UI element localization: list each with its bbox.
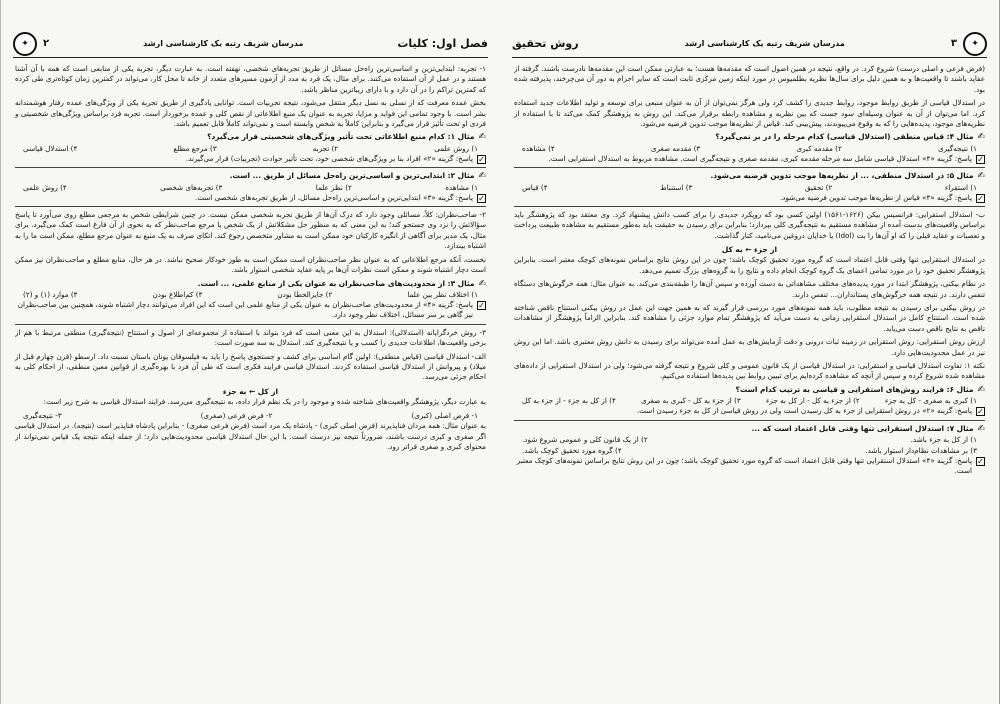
answer-block <box>15 300 486 321</box>
answer-option: ۳) کم‌اطلاع بودن <box>152 289 203 299</box>
answer-option: ۴) استدلال قیاسی <box>23 143 78 153</box>
divider <box>514 206 985 207</box>
answer-options <box>514 143 985 154</box>
answer-text: پاسخ: گزینه «۲» در روش استقرایی از جزء به کل رسیدن است ولی در روش قیاسی از کل به جزء رسیدن است. <box>636 406 972 416</box>
answer-options <box>15 143 486 154</box>
answer-option: ۲) از جزء به کل - از کل به جزء <box>766 396 860 406</box>
answer-options <box>514 434 985 445</box>
answer-options <box>514 395 985 406</box>
answer-option: ۱) کبری به صغری - کل به جزء <box>885 396 977 406</box>
answer-option: ۳) مقدمه صغری <box>650 143 701 153</box>
answer-option: ۴) موارد (۱) و (۲) <box>23 289 78 299</box>
checkbox-icon: ✓ <box>478 193 485 203</box>
checkbox-icon: ✓ <box>977 456 984 466</box>
answer-text: پاسخ: گزینه «۴» از محدودیت‌های صاحب‌نظران به عنوان یکی از منابع علمی این است که این افراد می‌توانند دچار اشتباه شوند، همچنین بین صاحب‌نظران نیز گاهی بر سر مسائل، اختلاف نظر وجود دارد. <box>17 299 473 320</box>
answer-option: ۲) تحقیق <box>804 182 833 192</box>
paragraph: به عبارت دیگر، پژوهشگر واقعیت‌های شناخته شده و موجود را در یک نظم قرار داده، به نتیجه‌گیری می‌رسد. فرایند استدلال قیاسی به شرح زیر است: <box>43 396 486 406</box>
example-question <box>514 132 985 142</box>
answer-options <box>514 182 985 193</box>
answer-option: ۳) مرجع مطلع <box>173 143 217 153</box>
example-text: مثال ۷: استدلال استقرایی تنها وقتی قابل اعتماد است که ... <box>751 423 974 433</box>
pencil-icon: ✍ <box>478 132 486 143</box>
paragraph: الف- استدلال قیاسی (قیاس منطقی): اولین گام اساسی برای کشف و جستجوی پاسخ را باید به فیلسوفان یونان باستان نسبت داد. ارسطو (قرن چهارم قبل از میلاد) و پیروانش از استدلال قیاسی استفاده کردند. استدلال قیاسی فرایند فکری است که طی آن فرد با بهره‌گیری از قوانین معین منطقی، از احکام کلی به احکام جزئی می‌رسد. <box>15 351 486 382</box>
page-number: ۲ <box>43 38 50 49</box>
page-number: ۳ <box>950 38 957 49</box>
answer-option: ۱) مشاهده <box>445 182 478 192</box>
page-content <box>514 64 985 698</box>
divider <box>514 167 985 168</box>
answer-text: پاسخ: گزینه «۳» ابتدایی‌ترین و اساسی‌ترین راه‌حل مسائل، از طریق تجربه‌های شخصی است. <box>194 192 473 202</box>
page-content <box>15 64 486 698</box>
chapter-title: روش تحقیق <box>512 37 579 50</box>
pencil-icon: ✍ <box>977 132 985 143</box>
page-header <box>13 30 488 58</box>
paragraph: ۳- روش خردگرایانه (استدلالی): استدلال به این معنی است که فرد بتواند با استفاده از مجموعه‌ای از اصول و استنتاج (نتیجه‌گیری) منطقی مرتبط با هم از برخی واقعیت‌ها، اطلاعات جدیدی را کسب و یا نتیجه‌گیری کند. استدلال به سه صورت است: <box>15 327 486 348</box>
paragraph: در استدلال قیاسی از طریق روابط موجود، روابط جدیدی را کشف کرد ولی هرگز نمی‌توان از آن به عنوان منبعی برای توسعه و تولید اطلاعات جدید استفاده کرد. اما می‌توان از آن به عنوان وسیله‌ای سود جست که بین نظریه و مشاهده رابطه برقرار می‌کند. این روش به پژوهشگر کمک می‌کند تا با استفاده از نظریه‌های موجود، پدیده‌هایی را که به وقوع می‌پیوندند، پیش‌بینی کند. قیاس از نظریه‌ها موجب تدوین فرضیه می‌شود. <box>514 98 985 129</box>
answer-option: ۲) تجربه <box>312 143 339 153</box>
answer-option: ۲) از یک قانون کلی و عمومی شروع شود. <box>522 434 648 444</box>
answer-option: ۳) استنباط <box>660 182 693 192</box>
answer-option: ۱) اختلاف نظر بین علما <box>407 289 478 299</box>
answer-option: ۱- فرض اصلی (کبری) <box>411 411 478 421</box>
answer-text: پاسخ: گزینه «۴» استدلال استقرایی تنها وقتی قابل اعتماد است که گروه مورد تحقیق کوچک باشد؛ چون در این روش نتایج براساس نمونه‌های کوچک معتبر است. <box>516 455 972 476</box>
pencil-icon: ✍ <box>977 384 985 395</box>
answer-option: ۴) از کل به جزء - از جزء به کل <box>522 396 616 406</box>
paragraph: (فرض فرعی و اصلی درست) شروع کرد. در واقع، نتیجه در همین اصول است که مقدمه‌ها هست؛ به عبارتی ممکن است این مقدمه‌ها نادرست باشند. گرفته از عقاید باشند تا واقعیت‌ها و به همین دلیل برای سال‌ها نظریه بطلمیوس در مورد اینکه زمین مرکزی ثابت است که سایر اجرام به دور آن می‌چرخند، پذیرفته شده بود. <box>514 64 985 94</box>
answer-option: ۴) روش علمی <box>23 182 67 192</box>
answer-option: ۳- نتیجه‌گیری <box>23 411 62 421</box>
example-question <box>514 385 985 395</box>
paragraph: ۲- صاحب‌نظران: کلاً، مسائلی وجود دارد که درک آن‌ها از طریق تجربه شخصی ممکن نیست. در چنین شرایطی شخص به مرجعی مطلع روی می‌آورد تا پاسخ سؤالاتش را نزد وی جستجو کند؛ به این معنی که به منظور حل مشکلاتش از یک شخص یا مرجع صاحب‌نظر که به نحوی از آن فارغ است کمک می‌گیرد. برای مثال، یک مدیر برای آگاهی از انگیزه کارکنان خود ممکن است به مشاور متخصص رجوع کند. اتکای صرف به یک منبع به عنوان مرجع مطلع، ممکن است ما را به اشتباه بیندازد. <box>15 210 486 251</box>
answer-option: ۴) گروه مورد تحقیق کوچک باشد. <box>522 445 622 455</box>
answer-text: پاسخ: گزینه «۴» استدلال قیاسی شامل سه مرحله مقدمه کبری، مقدمه صغری و نتیجه‌گیری است. مشاهده مربوط به استدلال استقرایی است. <box>548 153 972 163</box>
publisher-logo-icon: ✦ <box>963 32 987 56</box>
publisher-logo-icon: ✦ <box>13 32 37 56</box>
running-title: مدرسان شریف رتبه یک کارشناسی ارشد <box>143 39 304 48</box>
answer-option: ۴) مشاهده <box>522 143 555 153</box>
checkbox-icon: ✓ <box>977 407 984 417</box>
paragraph: نکته ۱: تفاوت استدلال قیاسی و استقرایی: در استدلال قیاسی از یک قانون عمومی و کلی شروع و نتیجه گرفته می‌شود؛ ولی در استدلال استقرایی از داده‌های مشاهده شده شروع کرده و سپس از آنچه که مشاهده کرده‌ایم برای تبیین روابط بین پدیده‌ها استفاده می‌کنیم. <box>514 360 985 381</box>
checkbox-icon: ✓ <box>977 154 984 164</box>
answer-block <box>514 406 985 416</box>
example-question <box>514 171 985 181</box>
paragraph: در نظام بیکنی، پژوهشگر ابتدا در مورد پدیده‌های مختلف مشاهداتی به دست آورده و سپس آن‌ها را طبقه‌بندی می‌کند. به عنوان مثال: همه خرگوش‌های دستگاه تنفس دارند. در نتیجه همه خرگوش‌های پستانداران... تنفس دارند. <box>514 279 985 299</box>
formula-line: از جزء ← به کل <box>721 245 778 255</box>
example-question <box>15 279 486 289</box>
example-text: مثال ۲: ابتدایی‌ترین و اساسی‌ترین راه‌حل مسائل از طریق ... است. <box>229 171 475 181</box>
answer-option: ۳) از جزء به کل - کبری به صغری <box>641 396 741 406</box>
paragraph: نخست، آنکه مرجع اطلاعاتی که به عنوان نظر صاحب‌نظران است ممکن است به طور خودکار صحیح نباشد. در هر حال، منابع مطلع و صاحب‌نظران نیز ممکن است دچار اشتباه شوند و ممکن است نظرات آن‌ها بر پایه عقاید شخصی استوار باشد. <box>15 254 486 275</box>
pencil-icon: ✍ <box>478 278 486 289</box>
pencil-icon: ✍ <box>977 423 985 434</box>
divider <box>15 324 486 325</box>
running-title: مدرسان شریف رتبه یک کارشناسی ارشد <box>684 39 845 48</box>
divider <box>15 206 486 207</box>
answer-block <box>15 154 486 164</box>
checkbox-icon: ✓ <box>977 193 984 203</box>
answer-option: ۳) بر مشاهدات نظام‌دار استوار باشد. <box>865 445 977 455</box>
example-text: مثال ۱: کدام منبع اطلاعاتی تحت تأثیر ویژگی‌های شخصیتی قرار می‌گیرد؟ <box>207 132 475 142</box>
answer-block <box>514 154 985 164</box>
page-number-group <box>951 32 987 56</box>
page-number-group <box>13 32 49 56</box>
answer-text: پاسخ: گزینه «۴» قیاس از نظریه‌ها موجب تدوین فرضیه می‌شود. <box>779 192 972 202</box>
answer-block <box>514 193 985 203</box>
answer-options <box>514 445 985 456</box>
example-question <box>514 424 985 434</box>
paragraph: به عنوان مثال: همه مردان فناپذیرند (فرض اصلی کبری) - پادشاه یک مرد است (فرض فرعی صغری) - بنابراین پادشاه فناپذیر است (نتیجه). در استدلال قیاسی اگر صغری و کبری درست باشند، ضرورتاً نتیجه نیز درست است. با این حال استدلال قیاسی محدودیت‌هایی دارد؛ از جمله اینکه نتیجه یک قیاس نمی‌تواند از محتوای کبری و صغری فراتر رود. <box>15 421 486 451</box>
example-text: مثال ۴: قیاس منطقی (استدلال قیاسی) کدام مرحله را در بر نمی‌گیرد؟ <box>715 132 974 142</box>
paragraph: در استدلال استقرایی تنها وقتی قابل اعتماد است که گروه مورد تحقیق کوچک باشد؛ چون در این روش نتایج براساس نمونه‌های کوچک معتبر است. بنابراین پژوهشگر تحقیق خود را در مورد تمامی اعضای یک گروه کوچک انجام داده و نتایج را به گروه‌های بزرگ تعمیم می‌دهد. <box>514 255 985 275</box>
checkbox-icon: ✓ <box>478 300 485 310</box>
pencil-icon: ✍ <box>977 171 985 182</box>
paragraph: ب- استدلال استقرایی: فرانسیس بیکن (۱۶۲۶-۱۵۶۱) اولین کسی بود که رویکرد جدیدی را برای کسب دانش پیشنهاد کرد. وی معتقد بود که پژوهشگر باید براساس واقعیت‌های بدست آمده از مشاهده مستقیم به نتیجه‌گیری کلی بپردازد؛ بنابراین برای رسیدن به حقیقت باید به‌طور مستقیم به مشاهده طبیعت پرداخت و تعصبات و عقاید قبلی را که او آن‌ها را بت (Idol) یا خدایان دروغین می‌نامید، کنار گذاشت. <box>514 210 985 240</box>
answer-text: پاسخ: گزینه «۲» افراد بنا بر ویژگی‌های شخصی خود، تحت تأثیر حوادث (تجربیات) قرار می‌گیرند. <box>185 153 473 163</box>
example-question <box>15 171 486 181</box>
answer-option: ۴) قیاس <box>522 182 548 192</box>
paragraph: ۱- تجربه: ابتدایی‌ترین و اساسی‌ترین راه‌حل مسائل از طریق تجربه‌های شخصی، نهفته است. به عبارت دیگر، تجربه یکی از منابعی است که همه با آن آشنا هستند و در عمل از آن استفاده می‌کنند. برای مثال، یک فرد به مدد از آزمون مسیرهای متعدد از خانه تا محل کار، می‌تواند در کمترین زمان کوتاه‌تری طی کرده که کمترین تراکم را در آن دارد و با دارای زیباترین مناظر باشد. <box>15 64 486 94</box>
answer-option: ۲- فرض فرعی (صغری) <box>200 411 273 421</box>
answer-option: ۲) جایزالخطا بودن <box>277 289 333 299</box>
divider <box>15 167 486 168</box>
example-text: مثال ۶: فرایند روش‌های استقرایی و قیاسی به ترتیب کدام است؟ <box>735 384 974 394</box>
answer-block <box>514 456 985 477</box>
answer-options <box>15 289 486 300</box>
answer-option: ۲) مقدمه کبری <box>796 143 842 153</box>
page-header <box>512 30 987 58</box>
answer-options <box>15 410 486 421</box>
answer-option: ۱) از کل به جزء باشد. <box>910 434 977 444</box>
pencil-icon: ✍ <box>478 171 486 182</box>
example-question <box>15 132 486 142</box>
formula-line: از کل ← به جزء <box>222 386 279 396</box>
answer-option: ۱) روش علمی <box>434 143 478 153</box>
paragraph: ارزش روش استقرایی: روش استقرایی در زمینه ثبات درونی و دقت آزمایش‌های به عمل آمده می‌تواند برای رسیدن به دانش روش معتبری باشد. اما این روش نیز در عمل محدودیت‌هایی دارد. <box>514 337 985 357</box>
example-text: مثال ۳: از محدودیت‌های صاحب‌نظران به عنوان یکی از منابع علمی، ... است. <box>197 278 475 288</box>
answer-option: ۱) نتیجه‌گیری <box>938 143 977 153</box>
example-text: مثال ۵: در استدلال منطقی، ... از نظریه‌ها موجب تدوین فرضیه می‌شود. <box>710 171 974 181</box>
paragraph: در روش بیکنی برای رسیدن به نتیجه مطلوب، باید همه نمونه‌های مورد بررسی قرار گیرند که به همین جهت این عمل در روش بیکنی استنتاج ناقص شناخته شده است. استنتاج کامل در استدلال استقرایی زمانی به دست می‌آید که پژوهشگر تمام موارد جزئی را مشاهده کند. بنابراین الزاماً پژوهشگر از مشاهدات ناقص به نتایج ناقص دست می‌یابد. <box>514 302 985 333</box>
divider <box>514 420 985 421</box>
answer-block <box>15 193 486 203</box>
paragraph: بخش عمده معرفت که از نسلی به نسل دیگر منتقل می‌شود، نتیجه تجربیات است. توانایی یادگیری از طریق تجربه یکی از ویژگی‌های عمده رفتار هوشمندانه بشر است. با وجود تمامی این فواید و مزایا، تجربه به عنوان یک منبع اطلاعاتی از نقص کلی و عمده برخوردار است. تجربه فرد براساس ویژگی‌های شخصیتی و فردی او تحت تأثیر قرار می‌گیرد و بنابراین کاملاً به شخص وابسته است و نمی‌تواند کاملاً قابل تعمیم باشد. <box>15 98 486 129</box>
chapter-title: فصل اول: کلیات <box>397 37 488 50</box>
answer-option: ۳) تجربه‌های شخصی <box>160 182 223 192</box>
answer-option: ۲) نظر علما <box>315 182 352 192</box>
answer-option: ۱) استقراء <box>944 182 977 192</box>
checkbox-icon: ✓ <box>478 154 485 164</box>
answer-options <box>15 182 486 193</box>
page-left <box>500 0 1000 704</box>
